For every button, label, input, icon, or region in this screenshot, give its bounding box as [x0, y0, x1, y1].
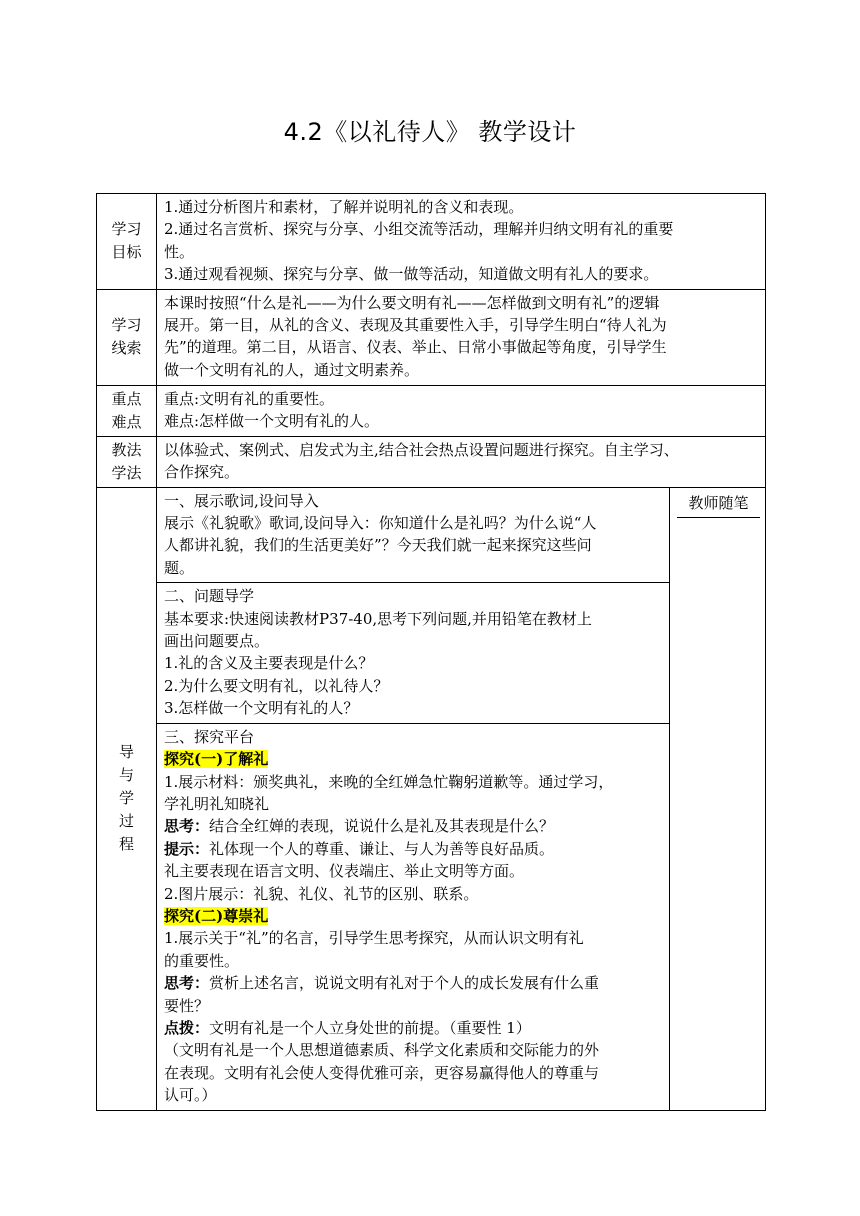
document-title: 4.2《以礼待人》 教学设计: [283, 118, 577, 146]
think-label: 思考：: [164, 974, 210, 993]
keypoints-label: 重点 难点: [97, 385, 157, 436]
hint-label: 提示：: [164, 839, 210, 858]
think-label: 思考：: [164, 817, 210, 836]
process-row-3: [97, 723, 766, 1110]
clues-row: [97, 289, 766, 385]
explore-1-heading: 探究(一)了解礼: [164, 750, 269, 769]
process-row-2: [97, 583, 766, 723]
methods-row: [97, 436, 766, 487]
clues-label: 学习 线索: [97, 289, 157, 385]
lesson-plan-table: [96, 193, 766, 1111]
guided-questions-section: 二、问题导学 基本要求:快速阅读教材P37-40,思考下列问题,并用铅笔在教材上 画出问题要点。 1.礼的含义及主要表现是什么？ 2.为什么要文明有礼，以礼待人？ 3.怎样做一个文明有礼的人？: [157, 583, 670, 723]
clues-content: 本课时按照“什么是礼——为什么要文明有礼——怎样做到文明有礼”的逻辑 展开。第一目，从礼的含义、表现及其重要性入手，引导学生明白“待人礼为 先”的道理。第二目，从语言、仪表、举止、日常小事做起等角度，引导学生 做一个文明有礼的人，通过文明素养。: [157, 289, 766, 385]
process-label: 导 与 学 过 程: [97, 487, 157, 1110]
goals-row: [97, 194, 766, 290]
teacher-notes-column: [670, 487, 766, 1110]
intro-section: 一、展示歌词,设问导入 展示《礼貌歌》歌词,设问导入：你知道什么是礼吗？为什么说“人 人都讲礼貌，我们的生活更美好”？今天我们就一起来探究这些问 题。: [157, 487, 670, 583]
goals-label: 学习 目标: [97, 194, 157, 290]
explore-platform-section: 三、探究平台 探究(一)了解礼 1.展示材料：颁奖典礼，来晚的全红婵急忙鞠躬道歉等。通过学习， 学礼明礼知晓礼 思考：结合全红婵的表现，说说什么是礼及其表现是什么？ 提示：礼体现一个人的尊重、谦让、与人为善等良好品质。 礼主要表现在语言文明、仪表端庄、举止文明等方面。 2.图片展示：礼貌、礼仪、礼节的区别、联系。 探究(二)尊崇礼 1.展示关于“礼”的名言，引导学生思考探究，从而认识文明有礼 的重要性。 思考：赏析上述名言，说说文明有礼对于个人的成长发展有什么重 要性？ 点拨：文明有礼是一个人立身处世的前提。（重要性 1） （文明有礼是一个人思想道德素质、科学文化素质和交际能力的外 在表现。文明有礼会使人变得优雅可亲，更容易赢得他人的尊重与 认可。）: [157, 723, 670, 1110]
point-label: 点拨：: [164, 1018, 210, 1037]
keypoints-content: 重点:文明有礼的重要性。 难点:怎样做一个文明有礼的人。: [157, 385, 766, 436]
methods-content: 以体验式、案例式、启发式为主,结合社会热点设置问题进行探究。自主学习、 合作探究。: [157, 436, 766, 487]
goals-content: 1.通过分析图片和素材，了解并说明礼的含义和表现。 2.通过名言赏析、探究与分享、小组交流等活动，理解并归纳文明有礼的重要 性。 3.通过观看视频、探究与分享、做一做等活动，知道做文明有礼人的要求。: [157, 194, 766, 290]
teacher-notes-header: 教师随笔: [677, 490, 760, 518]
keypoints-row: [97, 385, 766, 436]
methods-label: 教法 学法: [97, 436, 157, 487]
explore-2-heading: 探究(二)尊崇礼: [164, 906, 269, 925]
process-row-1: [97, 487, 766, 583]
